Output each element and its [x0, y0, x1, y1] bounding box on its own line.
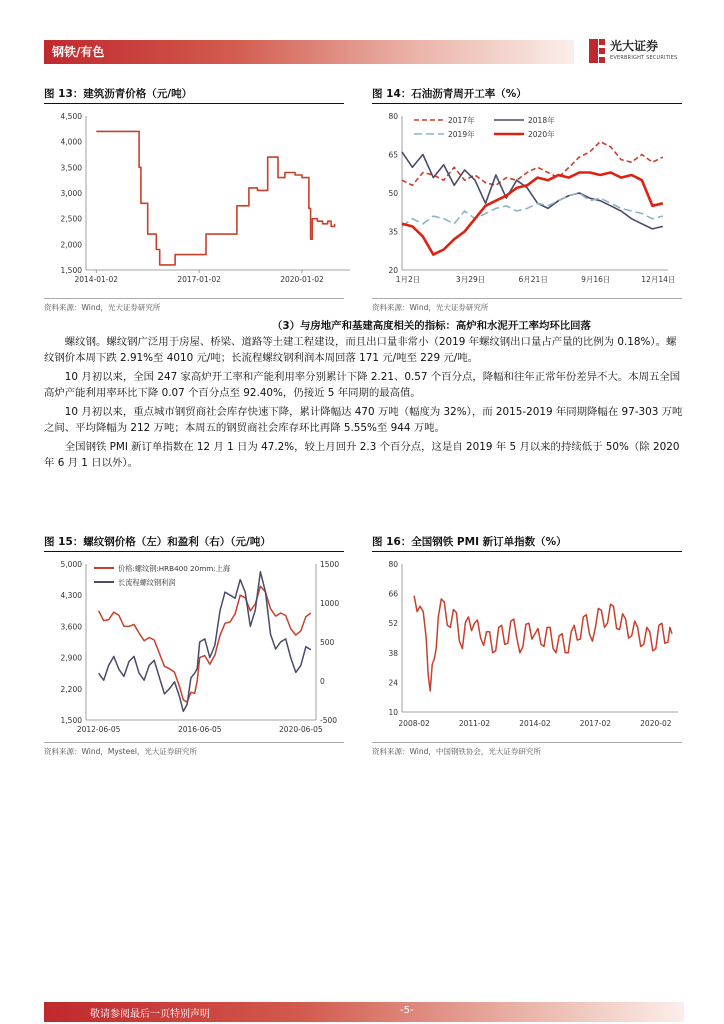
y-tick-label: 2,000 — [60, 240, 82, 250]
fig16-source-rule — [372, 742, 682, 743]
series-line-2 — [402, 193, 663, 226]
y-tick-label: 3,000 — [60, 189, 82, 198]
paragraph-blast-furnace: 10 月初以来，全国 247 家高炉开工率和产能利用率分别累计下降 2.21、0.57 个百分点，降幅和往年正常年份差异不大。本周五全国高炉产能利用率环比下降 0.07 个百分点至 92.40%，仍接近 5 年同期的最高值。 — [44, 371, 681, 399]
y-tick-label: 80 — [388, 560, 398, 569]
page-number: -5- — [400, 1005, 414, 1016]
x-tick-label: 2008-02 — [398, 719, 430, 728]
fig15-chart — [44, 552, 362, 738]
x-tick-label: 2020-01-02 — [280, 275, 324, 284]
y-tick-label: 5,000 — [60, 560, 82, 569]
y-tick-label: 3,500 — [60, 163, 82, 173]
x-tick-label: 2014-02 — [519, 719, 551, 728]
y-tick-label: 4,500 — [60, 112, 82, 121]
series-line-1 — [402, 152, 663, 229]
y-tick-label: 65 — [388, 150, 398, 160]
x-tick-label: 6月21日 — [518, 275, 548, 284]
fig16-title: 图 16：全国钢铁 PMI 新订单指数（%） — [372, 534, 682, 552]
legend-label: 2018年 — [528, 116, 555, 125]
fig13-title: 图 13：建筑沥青价格（元/吨） — [44, 86, 344, 104]
footer-disclaimer: 敬请参阅最后一页特别声明 — [90, 1009, 210, 1020]
y-tick-label: 4,000 — [60, 137, 82, 147]
y-tick-label: 3,600 — [60, 622, 82, 632]
x-tick-label: 2020-06-05 — [279, 725, 323, 734]
y-tick-label: 2,200 — [60, 684, 82, 694]
y-tick-label: 1,500 — [60, 716, 82, 725]
paragraph-pmi: 全国钢铁 PMI 新订单指数在 12 月 1 日为 47.2%，较上月回升 2.3 个百分点，这是自 2019 年 5 月以来的持续低于 50%（除 2020 年 6 月 1 日以外）。 — [44, 441, 680, 469]
legend-label: 价格:螺纹钢:HRB400 20mm:上海 — [118, 564, 231, 573]
body-text — [44, 334, 684, 471]
y-tick-label: 10 — [388, 708, 398, 717]
footer-bar — [44, 1002, 684, 1022]
fig16-chart — [372, 552, 684, 738]
y2-tick-label: -500 — [320, 716, 338, 725]
fig15-source: 资料来源：Wind，Mysteel，光大证券研究所 — [44, 747, 197, 756]
y-tick-label: 38 — [388, 648, 398, 658]
asphalt-price-line — [96, 131, 334, 265]
legend-label: 2019年 — [448, 130, 475, 139]
series-line-1 — [99, 572, 311, 712]
y-tick-label: 24 — [388, 678, 398, 688]
x-tick-label: 9月16日 — [581, 275, 611, 284]
paragraph-inventory: 10 月初以来，重点城市钢贸商社会库存快速下降，累计降幅达 470 万吨（幅度为 32%），而 2015-2019 年同期降幅在 97-303 万吨之间、平均降幅为 212 万吨；本周五的钢贸商社会库存环比再降 5.55%至 944 万吨。 — [44, 406, 683, 434]
y-tick-label: 35 — [388, 227, 398, 237]
y-tick-label: 1,500 — [60, 266, 82, 275]
y-tick-label: 52 — [388, 619, 398, 629]
y2-tick-label: 1500 — [320, 560, 340, 569]
pmi-new-orders-line — [414, 596, 672, 691]
x-tick-label: 2016-06-05 — [177, 725, 222, 734]
section-label: 钢铁/有色 — [52, 45, 105, 59]
y2-tick-label: 1000 — [320, 599, 340, 608]
x-tick-label: 2017-01-02 — [177, 275, 221, 284]
fig15-source-rule — [44, 742, 344, 743]
fig15-title: 图 15：螺纹钢价格（左）和盈利（右）（元/吨） — [44, 534, 344, 552]
legend-label: 长流程螺纹钢利润 — [118, 578, 176, 587]
legend-label: 2020年 — [528, 130, 555, 139]
fig14-title: 图 14：石油沥青周开工率（%） — [372, 86, 682, 104]
x-tick-label: 2014-01-02 — [74, 275, 119, 284]
logo-mark-icon — [588, 38, 606, 64]
x-tick-label: 2011-02 — [458, 719, 491, 728]
fig13-source: 资料来源：Wind，光大证券研究所 — [44, 303, 161, 312]
x-tick-label: 2012-06-05 — [76, 725, 121, 734]
brand-logo — [588, 36, 688, 68]
fig14-chart — [372, 104, 684, 292]
x-tick-label: 2017-02 — [579, 719, 612, 728]
y-tick-label: 50 — [388, 189, 398, 198]
fig13-source-rule — [44, 298, 344, 299]
y-tick-label: 2,500 — [60, 214, 82, 224]
fig16-source: 资料来源：Wind，中国钢铁协会，光大证券研究所 — [372, 747, 541, 756]
y-tick-label: 20 — [388, 266, 398, 275]
y2-tick-label: 0 — [320, 677, 325, 686]
y-tick-label: 2,900 — [60, 653, 82, 663]
x-tick-label: 2020-02 — [640, 719, 672, 728]
x-tick-label: 1月2日 — [395, 275, 421, 284]
series-line-0 — [402, 142, 663, 186]
y-tick-label: 80 — [388, 112, 398, 121]
fig14-source: 资料来源：Wind，光大证券研究所 — [372, 303, 489, 312]
y2-tick-label: 500 — [320, 638, 335, 647]
fig13-chart — [44, 104, 362, 292]
y-tick-label: 4,300 — [60, 591, 82, 601]
x-tick-label: 12月14日 — [641, 275, 676, 284]
section-title: （3）与房地产和基建高度相关的指标：高炉和水泥开工率均环比回落 — [272, 320, 591, 332]
logo-subtext: EVERBRIGHT SECURITIES — [610, 55, 678, 61]
header-bar — [44, 40, 574, 64]
paragraph-rebar: 螺纹钢。螺纹钢广泛用于房屋、桥梁、道路等土建工程建设，而且出口量非常小（2019 年螺纹钢出口量占产量的比例为 0.18%）。螺纹钢价本周下跌 2.91%至 4010 元/吨；长流程螺纹钢利润本周回落 171 元/吨至 229 元/吨。 — [44, 336, 677, 364]
logo-text: 光大证券 — [610, 39, 659, 53]
legend-label: 2017年 — [448, 116, 475, 125]
y-tick-label: 66 — [388, 589, 398, 599]
fig14-source-rule — [372, 298, 682, 299]
x-tick-label: 3月29日 — [455, 275, 486, 284]
